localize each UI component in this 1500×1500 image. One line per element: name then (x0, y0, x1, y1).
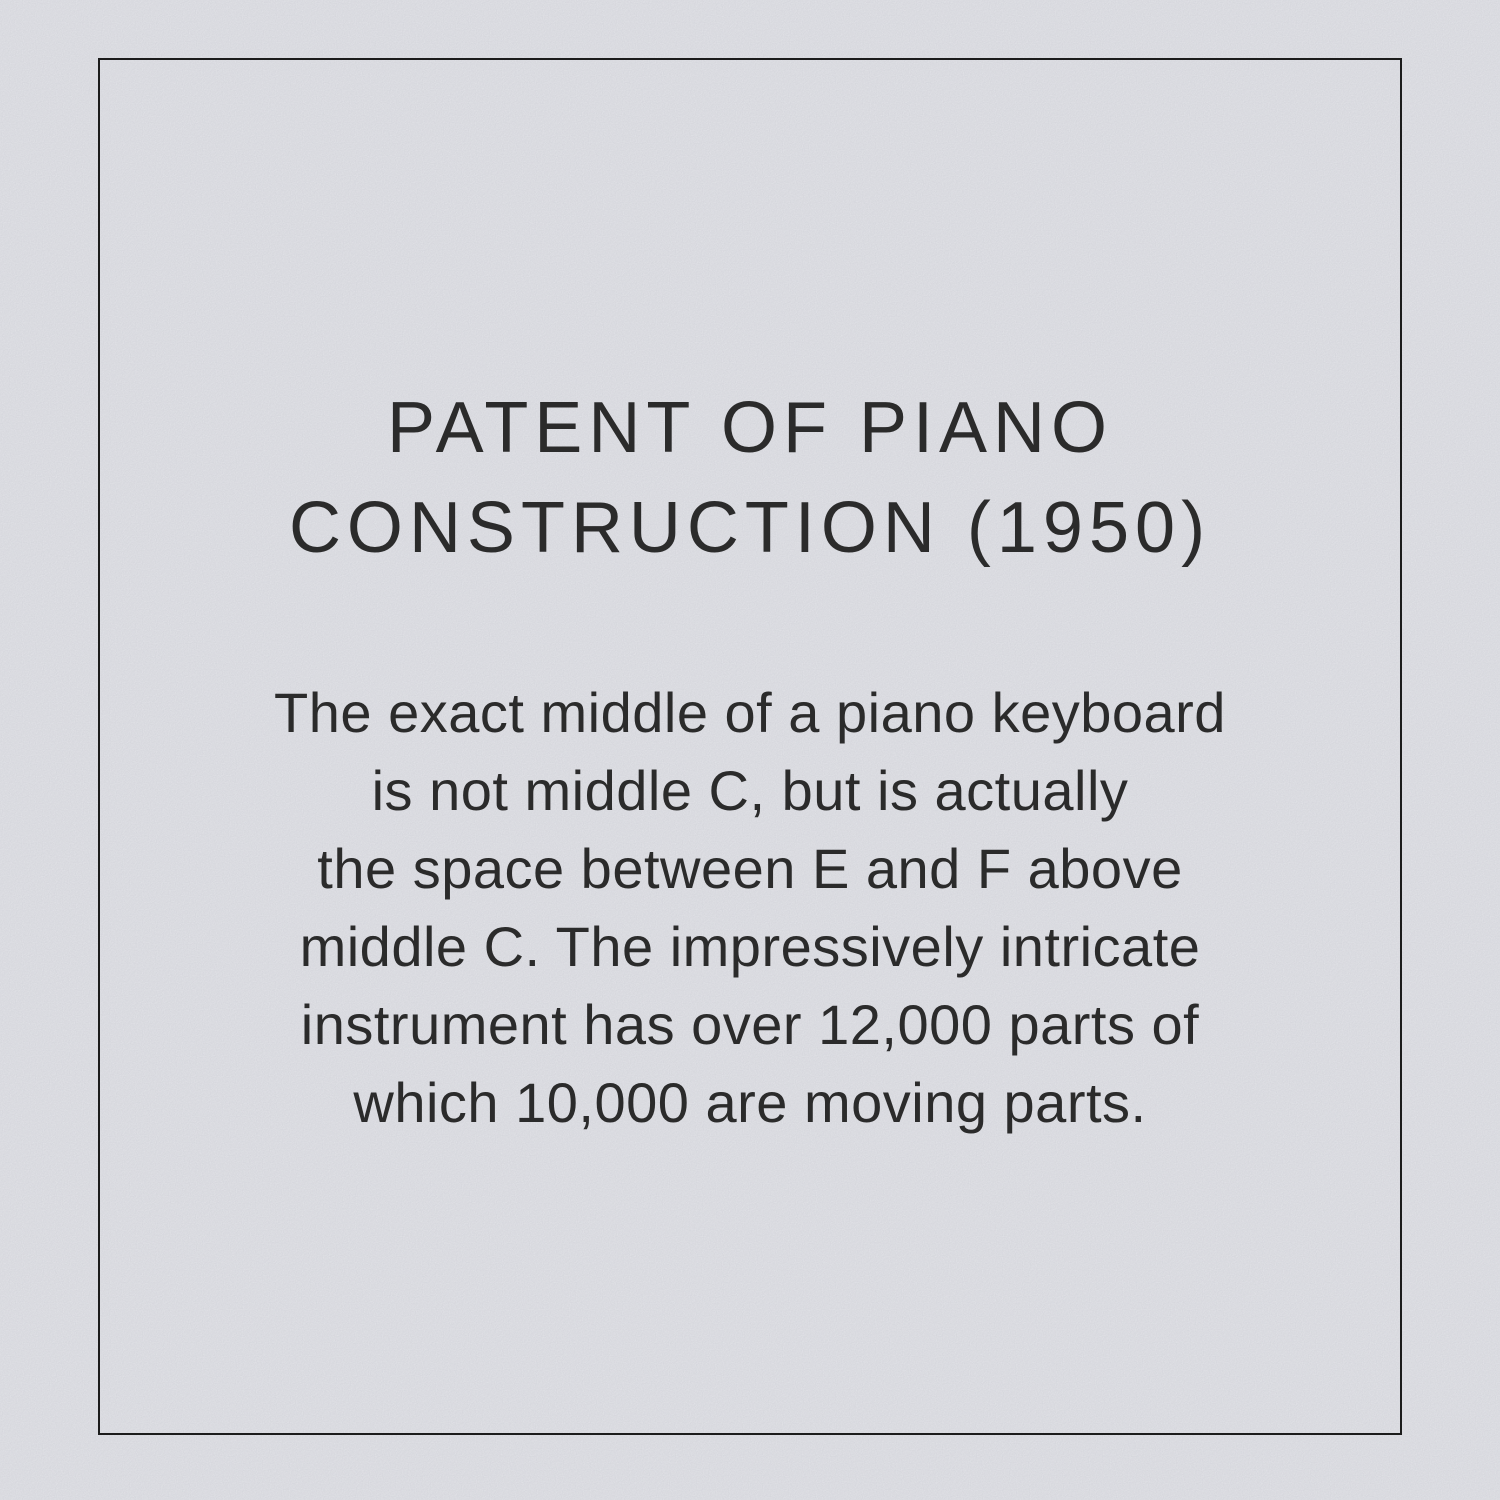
card-body-line: is not middle C, but is actually (371, 759, 1129, 822)
card-body (100, 674, 1400, 1142)
card-body-line: middle C. The impressively intricate (299, 915, 1201, 978)
card-border (98, 58, 1402, 1435)
card-body-line: which 10,000 are moving parts. (353, 1071, 1147, 1134)
card-body-line: the space between E and F above (317, 837, 1183, 900)
card-body-line: The exact middle of a piano keyboard (274, 681, 1226, 744)
card-title-line: CONSTRUCTION (1950) (288, 488, 1212, 568)
card-body-line: instrument has over 12,000 parts of (300, 993, 1200, 1056)
card-title (100, 378, 1400, 578)
card-title-line: PATENT OF PIANO (386, 388, 1114, 468)
